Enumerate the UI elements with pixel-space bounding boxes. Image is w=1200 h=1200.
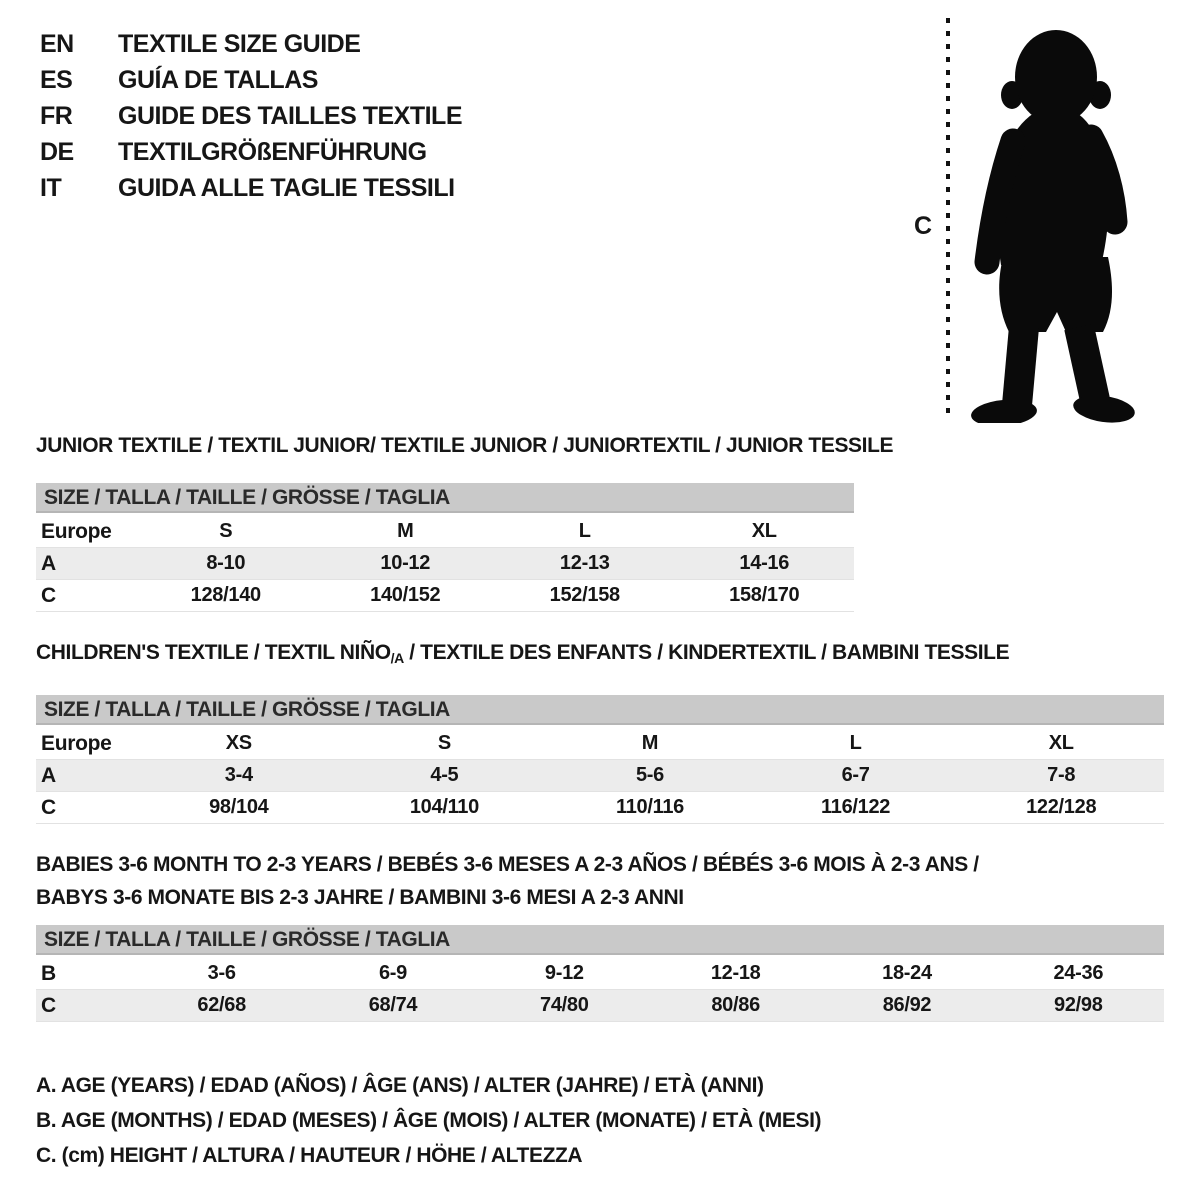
legend-line-a: A. AGE (YEARS) / EDAD (AÑOS) / ÂGE (ANS) / ALTER (JAHRE) / ETÀ (ANNI) bbox=[36, 1074, 764, 1097]
size-cell: 12-13 bbox=[495, 548, 675, 580]
section-title bbox=[36, 848, 1164, 914]
language-code: EN bbox=[40, 30, 74, 58]
size-cell: 6-7 bbox=[753, 760, 959, 792]
size-table-header: SIZE / TALLA / TAILLE / GRÖSSE / TAGLIA bbox=[36, 925, 1164, 955]
size-cell: 24-36 bbox=[993, 958, 1164, 990]
section-title-subscript: /A bbox=[390, 650, 404, 666]
size-cell: 9-12 bbox=[479, 958, 650, 990]
size-cell: 18-24 bbox=[821, 958, 992, 990]
language-code: IT bbox=[40, 174, 62, 202]
size-cell: S bbox=[342, 728, 548, 760]
legend-line-c: C. (cm) HEIGHT / ALTURA / HAUTEUR / HÖHE / ALTEZZA bbox=[36, 1144, 583, 1167]
section-junior-textile bbox=[36, 434, 894, 612]
table-row bbox=[36, 990, 1164, 1022]
row-label: A bbox=[36, 548, 136, 580]
size-cell: 10-12 bbox=[316, 548, 496, 580]
measurement-figure bbox=[900, 10, 1160, 425]
language-row bbox=[40, 98, 462, 134]
size-cell: 3-6 bbox=[136, 958, 307, 990]
section-title-text: CHILDREN'S TEXTILE / TEXTIL NIÑO bbox=[36, 641, 391, 664]
size-cell: 6-9 bbox=[307, 958, 478, 990]
language-row bbox=[40, 134, 462, 170]
table-row bbox=[36, 580, 854, 612]
language-list bbox=[40, 26, 462, 206]
size-cell: 92/98 bbox=[993, 990, 1164, 1022]
section-title: JUNIOR TEXTILE / TEXTIL JUNIOR/ TEXTILE JUNIOR / JUNIORTEXTIL / JUNIOR TESSILE bbox=[36, 434, 894, 457]
language-title: TEXTILGRÖßENFÜHRUNG bbox=[118, 138, 427, 166]
size-cell: 158/170 bbox=[675, 580, 855, 612]
size-cell: XL bbox=[675, 516, 855, 548]
section-childrens-textile bbox=[36, 641, 1164, 824]
babies-size-table bbox=[36, 958, 1164, 1022]
size-cell: 7-8 bbox=[958, 760, 1164, 792]
size-cell: 110/116 bbox=[547, 792, 753, 824]
table-row bbox=[36, 548, 854, 580]
table-row bbox=[36, 728, 1164, 760]
size-cell: 4-5 bbox=[342, 760, 548, 792]
size-cell: S bbox=[136, 516, 316, 548]
language-title: TEXTILE SIZE GUIDE bbox=[118, 30, 361, 58]
size-cell: M bbox=[547, 728, 753, 760]
section-title-line2: BABYS 3-6 MONATE BIS 2-3 JAHRE / BAMBINI 3-6 MESI A 2-3 ANNI bbox=[36, 886, 684, 909]
row-label: C bbox=[36, 792, 136, 824]
size-table-header: SIZE / TALLA / TAILLE / GRÖSSE / TAGLIA bbox=[36, 695, 1164, 725]
size-cell: 104/110 bbox=[342, 792, 548, 824]
row-label: Europe bbox=[36, 728, 136, 760]
language-code: ES bbox=[40, 66, 73, 94]
size-cell: M bbox=[316, 516, 496, 548]
height-measure-label: C bbox=[914, 212, 933, 240]
section-title bbox=[36, 641, 1164, 670]
children-size-table bbox=[36, 728, 1164, 824]
section-title-line1: BABIES 3-6 MONTH TO 2-3 YEARS / BEBÉS 3-6 MESES A 2-3 AÑOS / BÉBÉS 3-6 MOIS À 2-3 ANS / bbox=[36, 853, 979, 876]
size-cell: 8-10 bbox=[136, 548, 316, 580]
size-cell: 116/122 bbox=[753, 792, 959, 824]
size-cell: L bbox=[753, 728, 959, 760]
measurement-legend bbox=[36, 1068, 821, 1173]
language-code: DE bbox=[40, 138, 74, 166]
size-cell: 5-6 bbox=[547, 760, 753, 792]
size-cell: XL bbox=[958, 728, 1164, 760]
height-dashed-line-icon bbox=[944, 15, 952, 420]
size-cell: 128/140 bbox=[136, 580, 316, 612]
row-label: C bbox=[36, 580, 136, 612]
size-cell: 3-4 bbox=[136, 760, 342, 792]
table-row bbox=[36, 760, 1164, 792]
language-title: GUIDA ALLE TAGLIE TESSILI bbox=[118, 174, 455, 202]
size-cell: 12-18 bbox=[650, 958, 821, 990]
language-code: FR bbox=[40, 102, 73, 130]
size-cell: 152/158 bbox=[495, 580, 675, 612]
size-cell: 62/68 bbox=[136, 990, 307, 1022]
size-cell: 74/80 bbox=[479, 990, 650, 1022]
row-label: Europe bbox=[36, 516, 136, 548]
junior-size-table bbox=[36, 516, 854, 612]
size-cell: 122/128 bbox=[958, 792, 1164, 824]
row-label: A bbox=[36, 760, 136, 792]
language-row bbox=[40, 26, 462, 62]
table-row bbox=[36, 516, 854, 548]
size-cell: 98/104 bbox=[136, 792, 342, 824]
size-cell: 86/92 bbox=[821, 990, 992, 1022]
language-row bbox=[40, 62, 462, 98]
toddler-silhouette-icon bbox=[962, 15, 1142, 423]
size-cell: 68/74 bbox=[307, 990, 478, 1022]
language-title: GUIDE DES TAILLES TEXTILE bbox=[118, 102, 463, 130]
size-cell: XS bbox=[136, 728, 342, 760]
table-row bbox=[36, 958, 1164, 990]
size-cell: 80/86 bbox=[650, 990, 821, 1022]
size-cell: 14-16 bbox=[675, 548, 855, 580]
size-cell: 140/152 bbox=[316, 580, 496, 612]
row-label: B bbox=[36, 958, 136, 990]
table-row bbox=[36, 792, 1164, 824]
row-label: C bbox=[36, 990, 136, 1022]
section-babies-textile bbox=[36, 848, 1164, 1022]
size-table-header: SIZE / TALLA / TAILLE / GRÖSSE / TAGLIA bbox=[36, 483, 854, 513]
section-title-text: / TEXTILE DES ENFANTS / KINDERTEXTIL / BAMBINI TESSILE bbox=[403, 641, 1010, 664]
size-cell: L bbox=[495, 516, 675, 548]
language-title: GUÍA DE TALLAS bbox=[118, 66, 318, 94]
language-row bbox=[40, 170, 462, 206]
legend-line-b: B. AGE (MONTHS) / EDAD (MESES) / ÂGE (MOIS) / ALTER (MONATE) / ETÀ (MESI) bbox=[36, 1109, 822, 1132]
